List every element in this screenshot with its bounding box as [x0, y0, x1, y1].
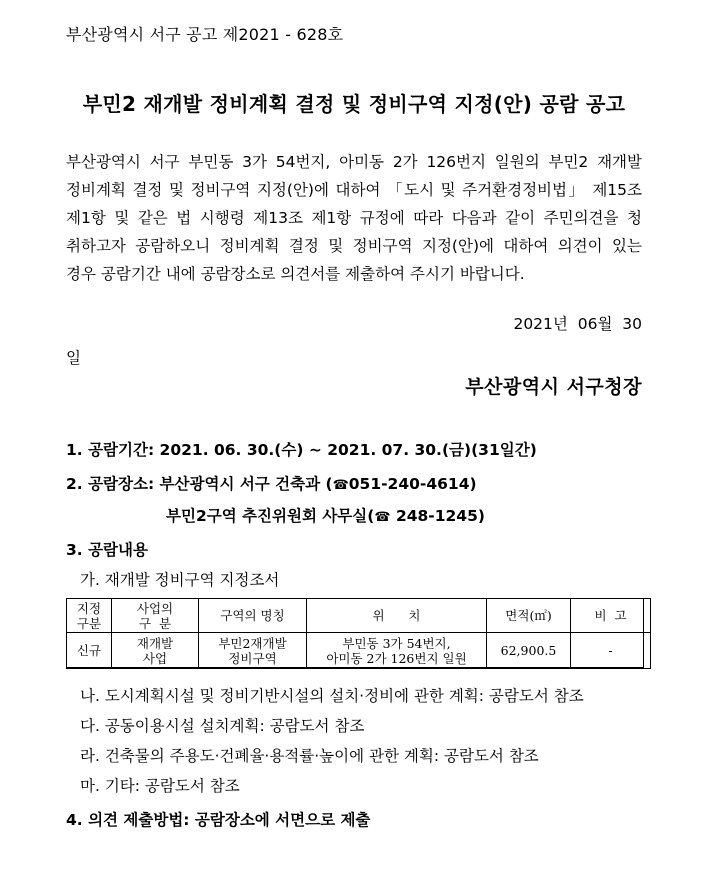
cell-location: 부민동 3가 54번지, 아미동 2가 126번지 일원: [307, 633, 487, 669]
phone-number-1: 051-240-4614): [348, 475, 477, 493]
notice-title: 부민2 재개발 정비계획 결정 및 정비구역 지정(안) 공람 공고: [82, 92, 626, 116]
viewing-place-line-2: [166, 504, 485, 526]
body-line-5: 경우 공람기간 내에 공람장소로 의견서를 제출하여 주시기 바랍니다.: [66, 265, 525, 283]
body-line-1: 부산광역시 서구 부민동 3가 54번지, 아미동 2가 126번지 일원의 부민2 재개발: [66, 153, 642, 171]
cell-district-name: 부민2재개발 정비구역: [199, 633, 307, 669]
sub-item-da: 다. 공동이용시설 설치계획: 공람도서 참조: [80, 717, 365, 735]
section-viewing-period: 1. 공람기간: 2021. 06. 30.(수) ~ 2021. 07. 30.(금)(31일간): [66, 441, 537, 459]
table-row: [67, 633, 651, 669]
phone-icon: ☎: [332, 478, 349, 493]
sub-item-na: 나. 도시계획시설 및 정비기반시설의 설치·정비에 관한 계획: 공람도서 참조: [80, 687, 584, 705]
cell-remarks: -: [571, 633, 651, 669]
body-line-4: 취하고자 공람하오니 정비계획 결정 및 정비구역 지정(안)에 대하여 의견이 있는: [66, 237, 642, 255]
cell-area: 62,900.5: [487, 633, 571, 669]
section-viewing-place: [66, 472, 477, 494]
col-header-district-name: 구역의 명칭: [199, 599, 307, 633]
notice-date-tail: 일: [66, 349, 81, 367]
body-line-2: 정비계획 결정 및 정비구역 지정(안)에 대하여 「도시 및 주거환경정비법」 제15조: [66, 181, 642, 199]
col-header-area: 면적(㎡): [487, 599, 571, 633]
cell-designation: 신규: [67, 633, 112, 669]
sub-item-ga: 가. 재개발 정비구역 지정조서: [80, 571, 280, 589]
sub-item-ra: 라. 건축물의 주용도·건폐율·용적률·높이에 관한 계획: 공람도서 참조: [80, 747, 539, 765]
col-header-project-type: 사업의 구 분: [112, 599, 199, 633]
table-header-separator: [66, 632, 644, 633]
sub-item-ma: 마. 기타: 공람도서 참조: [80, 777, 240, 795]
notice-date: 2021년 06월 30: [513, 315, 642, 333]
col-header-designation: 지정 구분: [67, 599, 112, 633]
body-line-3: 제1항 및 같은 법 시행령 제13조 제1항 규정에 따라 다음과 같이 주민의견을 청: [66, 209, 642, 227]
section-submission-method: 4. 의견 제출방법: 공람장소에 서면으로 제출: [66, 811, 371, 829]
issuing-agency: 부산광역시 서구청장: [465, 376, 642, 398]
notice-number: 부산광역시 서구 공고 제2021 - 628호: [66, 25, 344, 44]
cell-project-type: 재개발 사업: [112, 633, 199, 669]
phone-icon: ☎: [374, 510, 391, 525]
committee-office: 부민2구역 추진위원회 사무실(: [166, 507, 375, 525]
col-header-location: 위 치: [307, 599, 487, 633]
section-viewing-contents: 3. 공람내용: [66, 541, 148, 559]
col-header-remarks: 비 고: [571, 599, 651, 633]
phone-number-2: 248-1245): [390, 507, 485, 525]
viewing-place-label: 2. 공람장소: 부산광역시 서구 건축과 (: [66, 475, 333, 493]
table-header-row: [67, 599, 651, 633]
district-designation-table: [66, 598, 651, 669]
